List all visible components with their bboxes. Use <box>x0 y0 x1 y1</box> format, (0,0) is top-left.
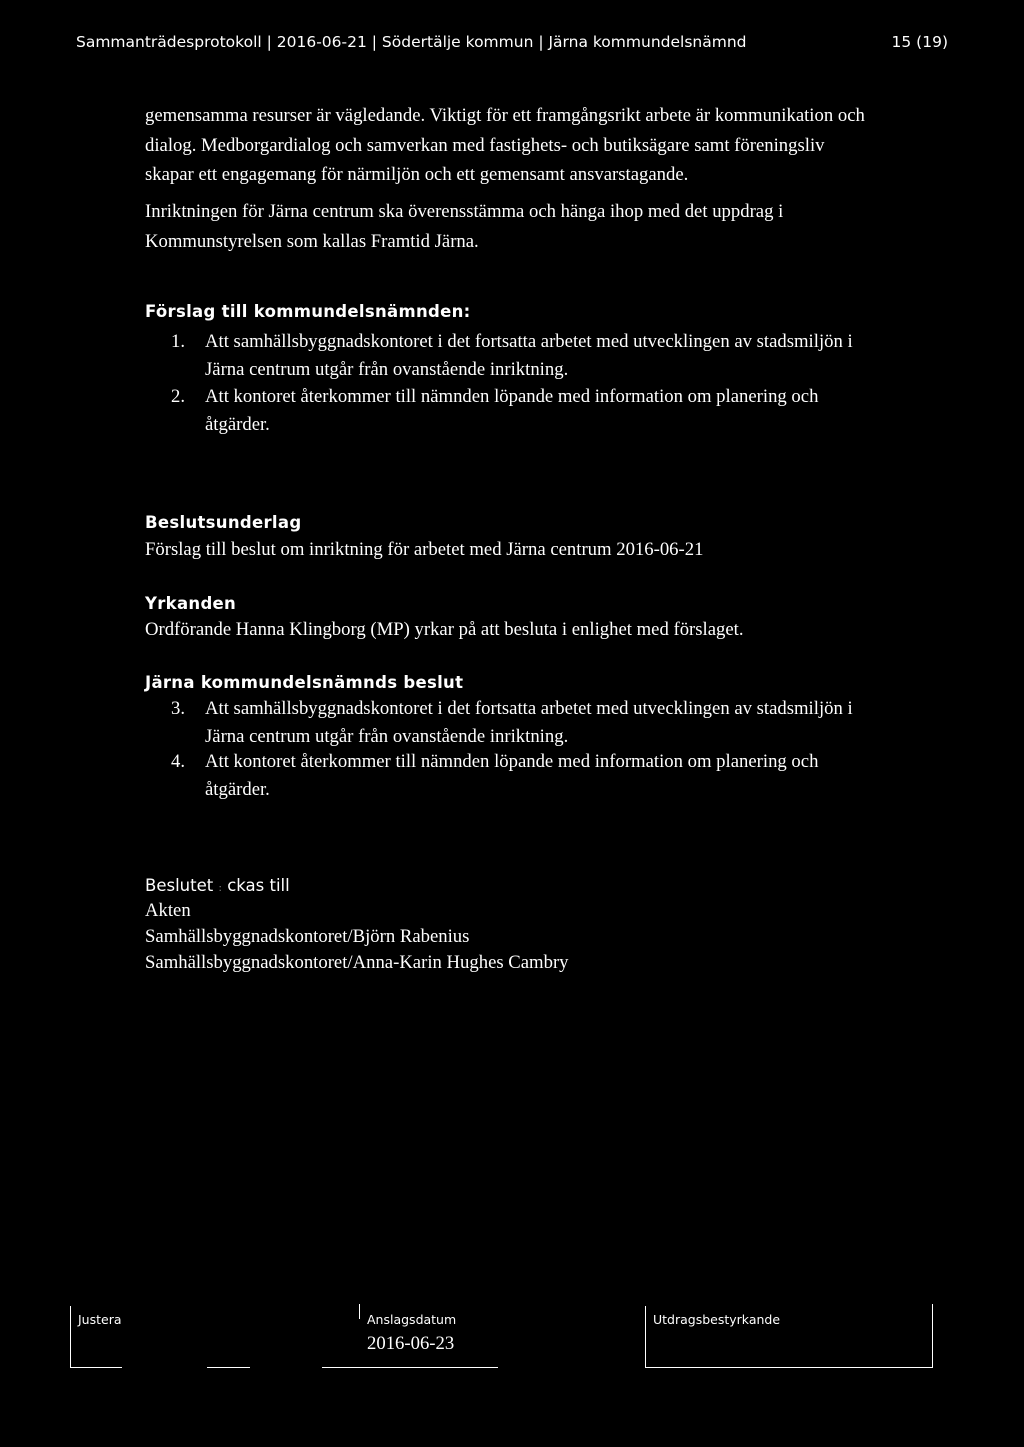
header-title: Sammanträdesprotokoll | 2016-06-21 | Södertälje kommun | Järna kommundelsnämnd <box>76 33 747 51</box>
signature-line <box>322 1367 498 1368</box>
recipient: Samhällsbyggnadskontoret/Anna-Karin Hughes Cambry <box>145 952 569 973</box>
item-line: Att samhällsbyggnadskontoret i det fortsatta arbetet med utvecklingen av stadsmiljön i <box>205 331 853 352</box>
alignment-line: Inriktningen för Järna centrum ska överensstämma och hänga ihop med det uppdrag i <box>145 201 784 222</box>
sent-to-label-part2: ckas till <box>227 876 290 895</box>
page-header <box>76 33 948 51</box>
anslagsdatum-label: Anslagsdatum <box>367 1312 457 1327</box>
motions-heading: Yrkanden <box>145 594 237 613</box>
sent-to-label <box>145 876 290 895</box>
item-line: åtgärder. <box>205 413 270 435</box>
recipient: Samhällsbyggnadskontoret/Björn Rabenius <box>145 926 470 947</box>
intro-line: dialog. Medborgardialog och samverkan med fastighets- och butiksägare samt föreningsliv <box>145 134 825 156</box>
footer-divider <box>645 1306 646 1368</box>
basis-text: Förslag till beslut om inriktning för arbetet med Järna centrum 2016-06-21 <box>145 539 704 560</box>
item-line: Att kontoret återkommer till nämnden löpande med information om planering och <box>205 751 819 772</box>
anslagsdatum-value: 2016-06-23 <box>367 1333 455 1354</box>
item-number: 1. <box>170 331 185 352</box>
sent-to-label-part1: Beslutet <box>145 876 214 895</box>
signature-line <box>70 1367 122 1368</box>
alignment-line: Kommunstyrelsen som kallas Framtid Järna. <box>145 230 479 252</box>
proposal-heading: Förslag till kommundelsnämnden: <box>145 302 471 321</box>
item-number: 3. <box>170 698 185 719</box>
utdragsbestyrkande-label: Utdragsbestyrkande <box>653 1312 781 1327</box>
justera-label: Justera <box>78 1312 122 1327</box>
recipient: Akten <box>145 900 191 921</box>
intro-line: gemensamma resurser är vägledande. Viktigt för ett framgångsrikt arbete är kommunikation och <box>145 105 865 126</box>
decision-heading: Järna kommundelsnämnds beslut <box>145 673 464 692</box>
basis-heading: Beslutsunderlag <box>145 513 302 532</box>
signature-line <box>207 1367 250 1368</box>
item-line: åtgärder. <box>205 778 270 800</box>
footer-divider <box>70 1306 71 1368</box>
alignment-paragraph <box>145 197 955 256</box>
sent-to-label-gap: : <box>218 883 222 894</box>
motions-text: Ordförande Hanna Klingborg (MP) yrkar på att besluta i enlighet med förslaget. <box>145 619 744 640</box>
item-line: Att kontoret återkommer till nämnden löpande med information om planering och <box>205 386 819 407</box>
item-line: Att samhällsbyggnadskontoret i det fortsatta arbetet med utvecklingen av stadsmiljön i <box>205 698 853 719</box>
signature-line <box>645 1367 933 1368</box>
recipient-list <box>145 898 569 976</box>
footer-divider <box>932 1304 933 1368</box>
item-number: 2. <box>170 386 185 407</box>
item-line: Järna centrum utgår från ovanstående inriktning. <box>205 725 569 747</box>
intro-paragraph <box>145 101 955 190</box>
footer-divider <box>359 1304 360 1319</box>
item-number: 4. <box>170 751 185 772</box>
page-number: 15 (19) <box>891 33 948 51</box>
item-line: Järna centrum utgår från ovanstående inriktning. <box>205 358 569 380</box>
intro-line: skapar ett engagemang för närmiljön och ett gemensamt ansvarstagande. <box>145 164 689 185</box>
